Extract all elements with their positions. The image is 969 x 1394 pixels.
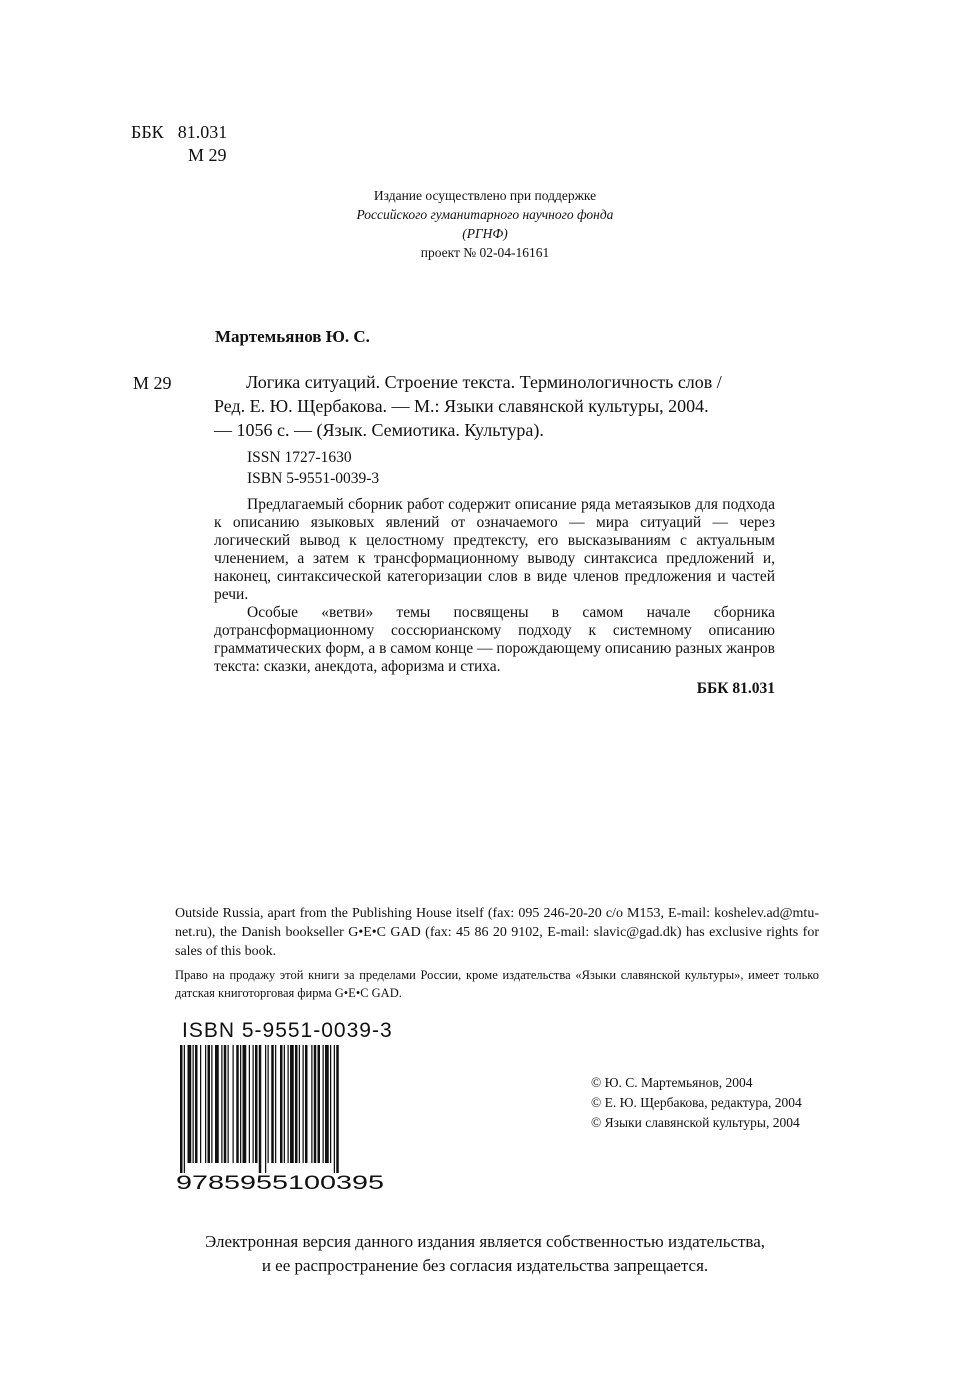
barcode-bar xyxy=(259,1045,262,1173)
barcode-bar xyxy=(205,1045,206,1163)
support-line-3: (РГНФ) xyxy=(462,226,508,241)
barcode-bar xyxy=(325,1045,329,1163)
annotation-bbk: ББК 81.031 xyxy=(696,680,775,697)
barcode-bar xyxy=(255,1045,258,1163)
isbn: ISBN 5-9551-0039-3 xyxy=(247,470,380,487)
barcode-bar xyxy=(271,1045,274,1163)
barcode-bar xyxy=(336,1045,339,1173)
barcode-bar xyxy=(208,1045,211,1163)
support-notice xyxy=(260,186,710,262)
barcode-bar xyxy=(243,1045,247,1163)
barcode-bar xyxy=(268,1045,269,1163)
copyright-publisher: © Языки славянской культуры, 2004 xyxy=(591,1115,800,1130)
barcode-bar xyxy=(249,1045,250,1163)
barcode-bar xyxy=(184,1045,185,1173)
barcode-bar xyxy=(188,1045,192,1163)
barcode-bar xyxy=(193,1045,194,1163)
electronic-version-notice xyxy=(150,1230,820,1278)
identifiers xyxy=(247,447,379,489)
outside-russia-notice: Outside Russia, apart from the Publishing House itself (fax: 095 246-20-20 c/o M153, E-mail: koshelev.ad@mtu-net.ru), the Danish bookseller G•E•C GAD (fax: 45 86 20 9102, E-mail: slavic@gad.dk) has exclusive rights for sales of this book. xyxy=(175,906,819,959)
barcode-bar xyxy=(265,1045,266,1173)
support-line-1: Издание осуществлено при поддержке xyxy=(373,188,597,203)
barcode-bar xyxy=(295,1045,298,1163)
bbk-line xyxy=(131,121,227,144)
barcode-bar xyxy=(305,1045,308,1163)
citation-line-2: Ред. Е. Ю. Щербакова. — М.: Языки славянской культуры, 2004. xyxy=(214,396,709,416)
barcode-bar xyxy=(211,1045,212,1163)
barcode-bar xyxy=(334,1045,335,1173)
copyright-editor: © Е. Ю. Щербакова, редактура, 2004 xyxy=(591,1095,802,1110)
author-mark: М 29 xyxy=(188,145,227,165)
barcode-bar xyxy=(215,1045,219,1163)
barcode-bar xyxy=(299,1045,300,1163)
barcode-bar xyxy=(228,1045,229,1163)
citation xyxy=(214,370,774,442)
barcode-bar xyxy=(311,1045,312,1163)
barcode-bar xyxy=(280,1045,283,1163)
author-name: Мартемьянов Ю. С. xyxy=(215,327,370,346)
copyrights xyxy=(591,1073,802,1133)
citation-line-1: Логика ситуаций. Строение текста. Терминологичность слов / xyxy=(246,372,722,392)
bbk-code: 81.031 xyxy=(177,122,228,142)
barcode-bar xyxy=(200,1045,201,1163)
barcode-bar xyxy=(323,1045,324,1163)
index-mark: М 29 xyxy=(133,373,172,393)
barcode-digits: 9785955100395 xyxy=(176,1173,384,1193)
annotation-paragraph-2: Особые «ветви» темы посвящены в самом начале сборника дотрансформационному соссюрианскому подходу к системному описанию грамматических форм, а в самом конце — порождающему описанию разных жанров текста: сказки, анекдота, афоризма и стиха. xyxy=(214,604,775,675)
barcode-bar xyxy=(195,1045,198,1163)
barcode-bar xyxy=(275,1045,276,1163)
issn: ISSN 1727-1630 xyxy=(247,449,352,466)
annotation xyxy=(214,496,775,698)
annotation-paragraph-1: Предлагаемый сборник работ содержит описание ряда метаязыков для подхода к описанию языковых явлений от означаемого — мира ситуаций — через логический вывод к целостному предтексту, его высказываниям с актуальным членением, а затем к трансформационному выводу синтаксиса предложений и, наконец, синтаксической категоризации слов в виде членов предложения и частей речи. xyxy=(214,496,775,603)
barcode-isbn-label: ISBN 5-9551-0039-3 xyxy=(182,1019,393,1042)
bbk-label: ББК xyxy=(131,122,164,142)
barcode-bar xyxy=(221,1045,222,1163)
barcode-bar xyxy=(303,1045,304,1163)
support-line-2: Российского гуманитарного научного фонда xyxy=(356,207,614,222)
copyright-author: © Ю. С. Мартемьянов, 2004 xyxy=(591,1075,753,1090)
sales-rights-notice: Право на продажу этой книги за пределами России, кроме издательства «Языки славянской культуры», имеет только датская книготорговая фирма G•E•C GAD. xyxy=(175,968,819,1000)
footer-line-1: Электронная версия данного издания является собственностью издательства, xyxy=(204,1232,766,1251)
barcode-bar xyxy=(253,1045,254,1163)
bbk-block xyxy=(131,121,227,167)
barcode-bar xyxy=(330,1045,331,1163)
barcode-bar xyxy=(233,1045,234,1163)
citation-line-3: — 1056 с. — (Язык. Семиотика. Культура). xyxy=(214,420,544,440)
footer-line-2: и ее распространение без согласия издательства запрещается. xyxy=(261,1256,709,1275)
barcode-bar xyxy=(318,1045,321,1163)
barcode-bar xyxy=(290,1045,294,1163)
barcode-bar xyxy=(240,1045,241,1163)
barcode-bar xyxy=(284,1045,285,1163)
barcode-bar xyxy=(288,1045,289,1163)
barcode-icon xyxy=(176,1045,386,1193)
barcode-bar xyxy=(180,1045,183,1173)
barcode-bar xyxy=(224,1045,227,1163)
barcode-bar xyxy=(314,1045,317,1163)
support-line-4: проект № 02-04-16161 xyxy=(420,245,550,260)
barcode-bar xyxy=(236,1045,239,1163)
